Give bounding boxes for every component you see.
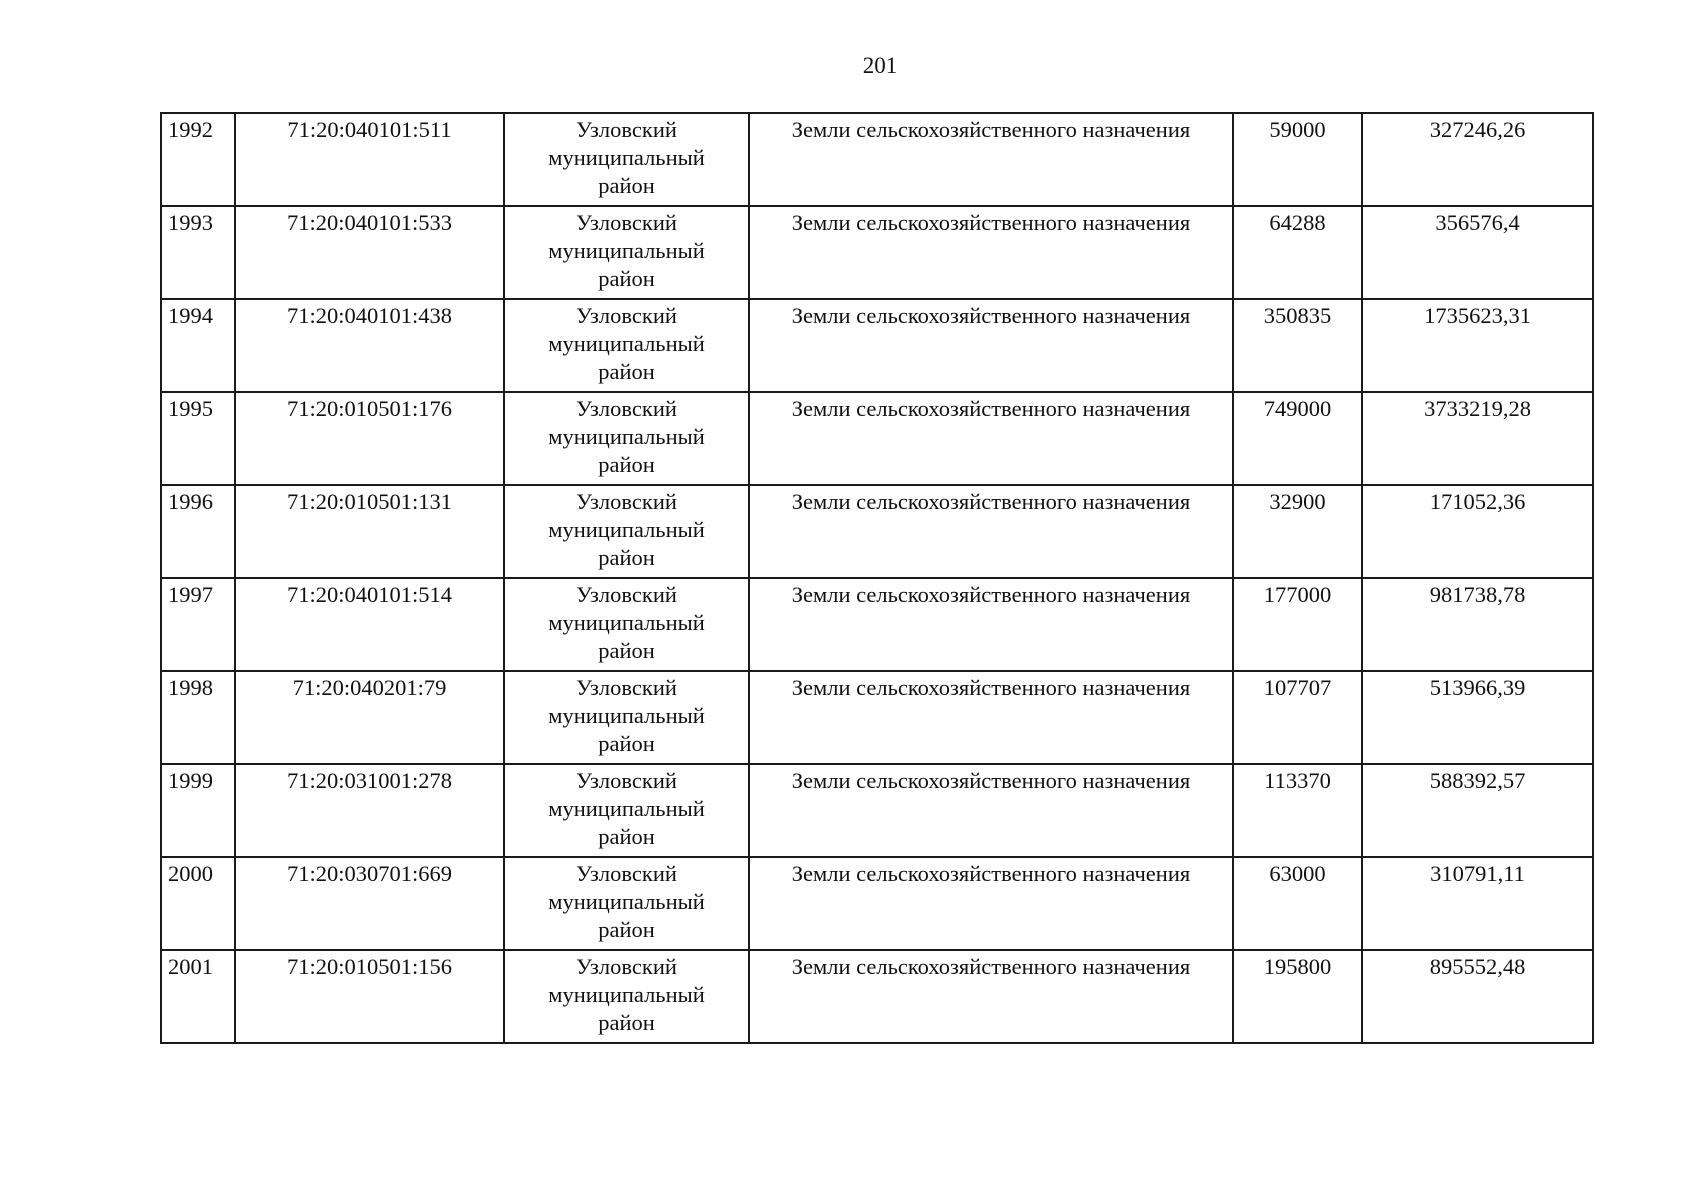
row-number-cell: 1993 xyxy=(161,206,235,299)
location-line: муниципальный xyxy=(548,331,705,356)
row-number-cell: 2000 xyxy=(161,857,235,950)
cadastral-number-cell: 71:20:040201:79 xyxy=(235,671,504,764)
location-cell xyxy=(504,950,749,1043)
page-number: 201 xyxy=(862,53,898,78)
land-category-cell: Земли сельскохозяйственного назначения xyxy=(749,857,1233,950)
land-category-cell: Земли сельскохозяйственного назначения xyxy=(749,671,1233,764)
location-line: район xyxy=(598,359,655,384)
table-row xyxy=(161,485,1593,578)
row-number-cell: 1994 xyxy=(161,299,235,392)
cadastral-value-cell: 3733219,28 xyxy=(1362,392,1593,485)
area-cell: 177000 xyxy=(1233,578,1362,671)
location-line: Узловский xyxy=(576,768,677,793)
table-row xyxy=(161,671,1593,764)
location-line: муниципальный xyxy=(548,982,705,1007)
table-body xyxy=(161,113,1593,1043)
location-line: муниципальный xyxy=(548,517,705,542)
row-number-cell: 1992 xyxy=(161,113,235,206)
table-row xyxy=(161,950,1593,1043)
location-line: район xyxy=(598,452,655,477)
location-line: муниципальный xyxy=(548,424,705,449)
table-row xyxy=(161,206,1593,299)
location-cell xyxy=(504,764,749,857)
cadastral-number-cell: 71:20:040101:438 xyxy=(235,299,504,392)
location-line: район xyxy=(598,545,655,570)
cadastral-value-cell: 513966,39 xyxy=(1362,671,1593,764)
location-cell xyxy=(504,392,749,485)
location-line: район xyxy=(598,173,655,198)
area-cell: 64288 xyxy=(1233,206,1362,299)
row-number-cell: 1998 xyxy=(161,671,235,764)
table-row xyxy=(161,299,1593,392)
land-category-cell: Земли сельскохозяйственного назначения xyxy=(749,578,1233,671)
location-line: Узловский xyxy=(576,117,677,142)
cadastral-value-cell: 1735623,31 xyxy=(1362,299,1593,392)
land-category-cell: Земли сельскохозяйственного назначения xyxy=(749,392,1233,485)
location-cell xyxy=(504,578,749,671)
area-cell: 350835 xyxy=(1233,299,1362,392)
location-cell xyxy=(504,299,749,392)
location-line: район xyxy=(598,1010,655,1035)
cadastral-number-cell: 71:20:010501:156 xyxy=(235,950,504,1043)
area-cell: 59000 xyxy=(1233,113,1362,206)
location-line: район xyxy=(598,824,655,849)
cadastral-value-cell: 981738,78 xyxy=(1362,578,1593,671)
location-line: район xyxy=(598,731,655,756)
location-cell xyxy=(504,113,749,206)
location-cell xyxy=(504,857,749,950)
location-line: муниципальный xyxy=(548,238,705,263)
cadastral-value-cell: 356576,4 xyxy=(1362,206,1593,299)
table-row xyxy=(161,764,1593,857)
location-line: Узловский xyxy=(576,675,677,700)
location-line: муниципальный xyxy=(548,703,705,728)
location-line: район xyxy=(598,917,655,942)
area-cell: 32900 xyxy=(1233,485,1362,578)
area-cell: 63000 xyxy=(1233,857,1362,950)
location-line: Узловский xyxy=(576,954,677,979)
land-category-cell: Земли сельскохозяйственного назначения xyxy=(749,950,1233,1043)
location-line: Узловский xyxy=(576,582,677,607)
area-cell: 749000 xyxy=(1233,392,1362,485)
location-line: Узловский xyxy=(576,861,677,886)
row-number-cell: 1997 xyxy=(161,578,235,671)
location-line: муниципальный xyxy=(548,610,705,635)
land-registry-table xyxy=(160,112,1594,1044)
area-cell: 195800 xyxy=(1233,950,1362,1043)
cadastral-value-cell: 588392,57 xyxy=(1362,764,1593,857)
table-row xyxy=(161,113,1593,206)
location-cell xyxy=(504,671,749,764)
location-line: район xyxy=(598,266,655,291)
area-cell: 107707 xyxy=(1233,671,1362,764)
row-number-cell: 1996 xyxy=(161,485,235,578)
land-category-cell: Земли сельскохозяйственного назначения xyxy=(749,299,1233,392)
location-line: муниципальный xyxy=(548,796,705,821)
land-category-cell: Земли сельскохозяйственного назначения xyxy=(749,113,1233,206)
cadastral-value-cell: 171052,36 xyxy=(1362,485,1593,578)
cadastral-number-cell: 71:20:031001:278 xyxy=(235,764,504,857)
cadastral-value-cell: 310791,11 xyxy=(1362,857,1593,950)
location-line: муниципальный xyxy=(548,889,705,914)
location-cell xyxy=(504,485,749,578)
land-category-cell: Земли сельскохозяйственного назначения xyxy=(749,485,1233,578)
cadastral-number-cell: 71:20:040101:514 xyxy=(235,578,504,671)
cadastral-value-cell: 327246,26 xyxy=(1362,113,1593,206)
table-row xyxy=(161,578,1593,671)
location-cell xyxy=(504,206,749,299)
location-line: Узловский xyxy=(576,303,677,328)
cadastral-number-cell: 71:20:010501:131 xyxy=(235,485,504,578)
table-row xyxy=(161,857,1593,950)
row-number-cell: 1995 xyxy=(161,392,235,485)
row-number-cell: 2001 xyxy=(161,950,235,1043)
location-line: Узловский xyxy=(576,210,677,235)
cadastral-number-cell: 71:20:010501:176 xyxy=(235,392,504,485)
land-category-cell: Земли сельскохозяйственного назначения xyxy=(749,206,1233,299)
cadastral-value-cell: 895552,48 xyxy=(1362,950,1593,1043)
location-line: Узловский xyxy=(576,396,677,421)
row-number-cell: 1999 xyxy=(161,764,235,857)
land-category-cell: Земли сельскохозяйственного назначения xyxy=(749,764,1233,857)
table-row xyxy=(161,392,1593,485)
location-line: Узловский xyxy=(576,489,677,514)
location-line: муниципальный xyxy=(548,145,705,170)
cadastral-number-cell: 71:20:040101:511 xyxy=(235,113,504,206)
cadastral-number-cell: 71:20:040101:533 xyxy=(235,206,504,299)
cadastral-number-cell: 71:20:030701:669 xyxy=(235,857,504,950)
area-cell: 113370 xyxy=(1233,764,1362,857)
location-line: район xyxy=(598,638,655,663)
